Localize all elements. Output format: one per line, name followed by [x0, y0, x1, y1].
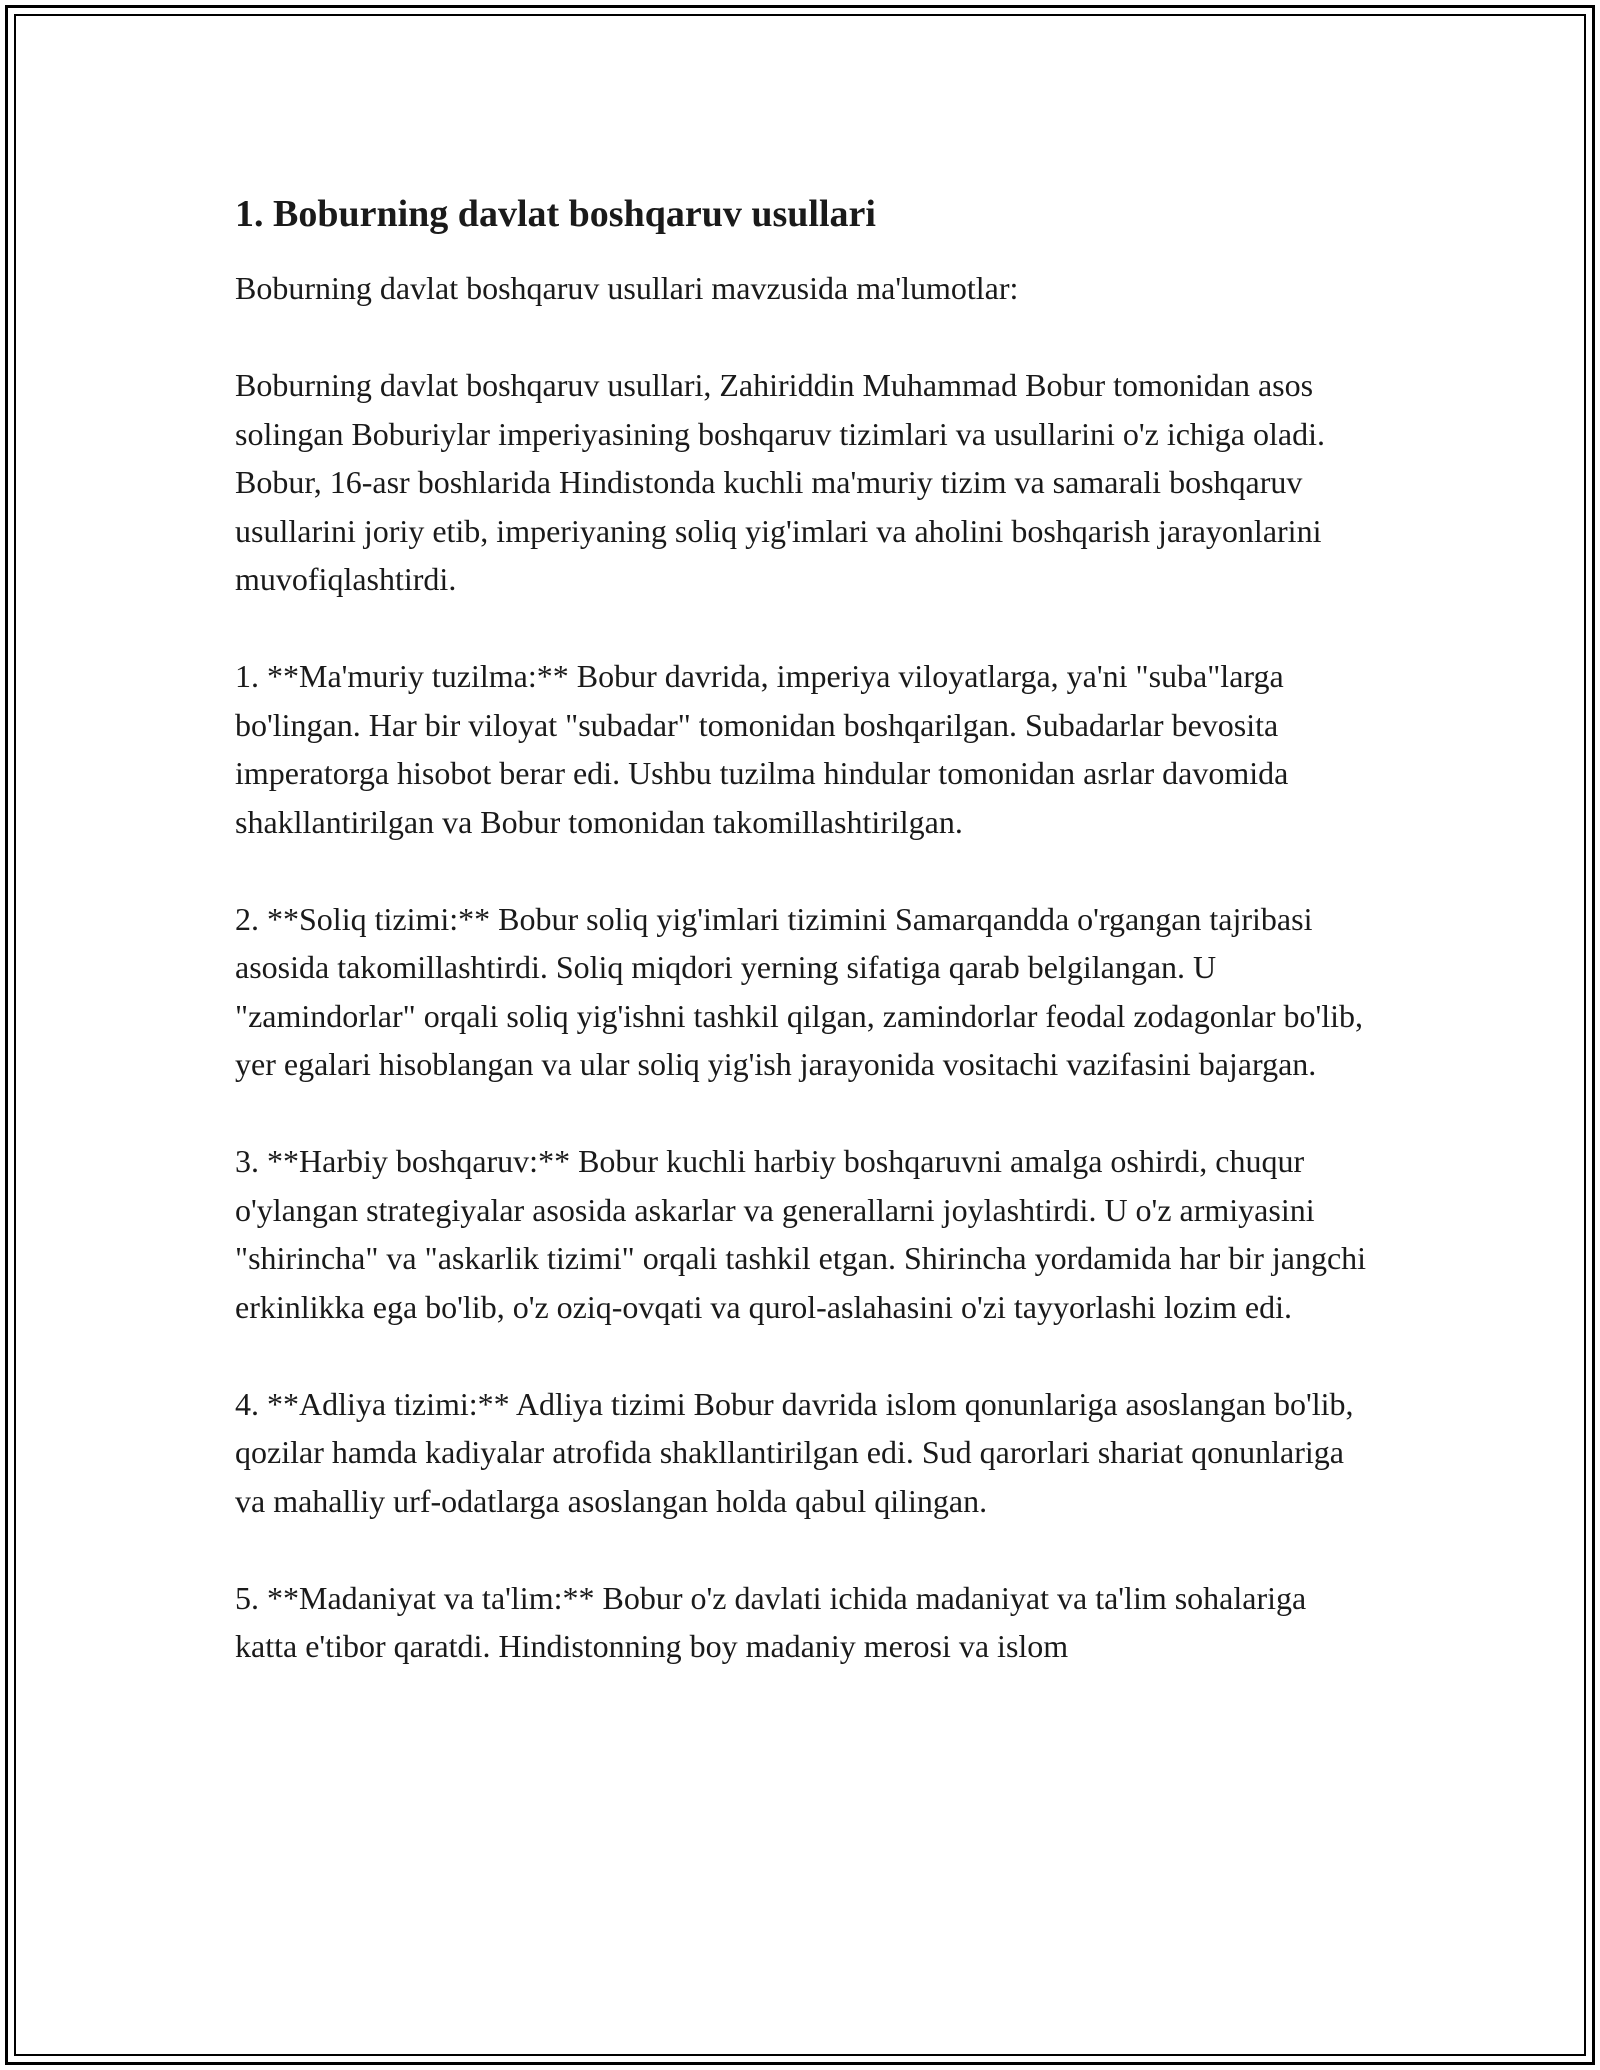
intro-paragraph: Boburning davlat boshqaruv usullari mavzusida ma'lumotlar:: [235, 270, 1019, 306]
culture-education-paragraph: 5. **Madaniyat va ta'lim:** Bobur o'z davlati ichida madaniyat va ta'lim sohalariga katta e'tibor qaratdi. Hindistonning boy madaniy merosi va islom: [235, 1579, 1307, 1664]
administrative-structure-paragraph: 1. **Ma'muriy tuzilma:** Bobur davrida, imperiya viloyatlarga, ya'ni "suba"larga bo'lingan. Har bir viloyat "subadar" tomonidan boshqarilgan. Subadarlar bevosita imperatorga hisobot berar edi. Ushbu tuzilma hindular tomonidan asrlar davomida shakllantirilgan va Bobur tomonidan takomillashtirilgan.: [235, 658, 1289, 840]
judicial-system-paragraph: 4. **Adliya tizimi:** Adliya tizimi Bobur davrida islom qonunlariga asoslangan bo'lib, qozilar hamda kadiyalar atrofida shakllantirilgan edi. Sud qarorlari shariat qonunlariga va mahalliy urf-odatlarga asoslangan holda qabul qilingan.: [235, 1385, 1354, 1519]
document-body: [235, 186, 1375, 1719]
tax-system-paragraph: 2. **Soliq tizimi:** Bobur soliq yig'imlari tizimini Samarqandda o'rgangan tajribasi asosida takomillashtirdi. Soliq miqdori yerning sifatiga qarab belgilangan. U "zamindorlar" orqali soliq yig'ishni tashkil qilgan, zamindorlar feodal zodagonlar bo'lib, yer egalari hisoblangan va ular soliq yig'ish jarayonida vositachi vazifasini bajargan.: [235, 900, 1364, 1082]
overview-paragraph: Boburning davlat boshqaruv usullari, Zahiriddin Muhammad Bobur tomonidan asos solingan Boburiylar imperiyasining boshqaruv tizimlari va usullarini o'z ichiga oladi. Bobur, 16-asr boshlarida Hindistonda kuchli ma'muriy tizim va samarali boshqaruv usullarini joriy etib, imperiyaning soliq yig'imlari va aholini boshqarish jarayonlarini muvofiqlashtirdi.: [235, 367, 1325, 597]
document-title: 1. Boburning davlat boshqaruv usullari: [235, 193, 876, 235]
military-administration-paragraph: 3. **Harbiy boshqaruv:** Bobur kuchli harbiy boshqaruvni amalga oshirdi, chuqur o'ylangan strategiyalar asosida askarlar va generallarni joylashtirdi. U o'z armiyasini "shirincha" va "askarlik tizimi" orqali tashkil etgan. Shirincha yordamida har bir jangchi erkinlikka ega bo'lib, o'z oziq-ovqati va qurol-aslahasini o'zi tayyorlashi lozim edi.: [235, 1143, 1367, 1325]
